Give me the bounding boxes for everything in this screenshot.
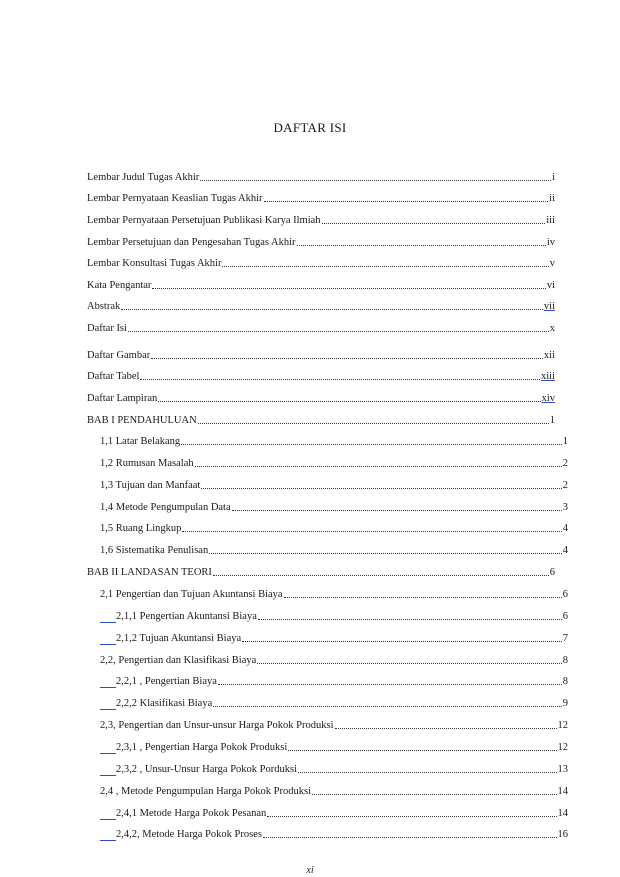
toc-entry-text: Lembar Konsultasi Tugas Akhir xyxy=(87,258,222,269)
toc-entry-label xyxy=(100,655,256,667)
toc-entry-page: i xyxy=(552,172,555,183)
toc-entry-label xyxy=(100,720,334,732)
toc-entry[interactable] xyxy=(87,321,555,335)
toc-entry[interactable] xyxy=(87,587,568,601)
toc-entry-page: 8 xyxy=(562,655,568,666)
dot-leader xyxy=(201,488,561,489)
toc-entry-text: 2,4 , Metode Pengumpulan Harga Pokok Produksi xyxy=(100,786,311,797)
toc-entry-page: 2 xyxy=(562,480,568,491)
toc-entry-label xyxy=(100,786,311,798)
dot-leader xyxy=(263,837,557,838)
toc-entry-label xyxy=(100,436,180,448)
dot-leader xyxy=(258,619,562,620)
toc-entry-text: 2,2,1 , Pengertian Biaya xyxy=(116,676,217,687)
toc-entry[interactable] xyxy=(87,235,555,249)
dot-leader xyxy=(267,816,556,817)
toc-entry-page: 2 xyxy=(562,458,568,469)
indent-marker xyxy=(100,612,116,623)
dot-leader xyxy=(242,641,562,642)
toc-entry[interactable] xyxy=(87,609,568,623)
dot-leader xyxy=(222,266,548,267)
toc-entry[interactable] xyxy=(87,565,555,579)
toc-entry[interactable] xyxy=(87,170,555,184)
toc-entry-text: BAB I PENDAHULUAN xyxy=(87,415,197,426)
dot-leader xyxy=(209,553,562,554)
toc-entry[interactable] xyxy=(87,391,555,405)
dot-leader xyxy=(312,794,557,795)
toc-entry[interactable] xyxy=(87,500,568,514)
toc-entry-label xyxy=(87,567,212,579)
dot-leader xyxy=(232,510,562,511)
toc-entry-label xyxy=(100,589,283,601)
toc-entry-text: 2,3,1 , Pengertian Harga Pokok Produksi xyxy=(116,742,288,753)
toc-entry-text: Lembar Judul Tugas Akhir xyxy=(87,172,200,183)
toc-entry-text: 2,3,2 , Unsur-Unsur Harga Pokok Porduksi xyxy=(116,764,298,775)
toc-entry[interactable] xyxy=(87,631,568,645)
toc-entry[interactable] xyxy=(87,784,568,798)
toc-entry-text: Abstrak xyxy=(87,301,121,312)
dot-leader xyxy=(140,379,540,380)
toc-entry[interactable] xyxy=(87,256,555,270)
indent-marker xyxy=(100,699,116,710)
dot-leader xyxy=(200,180,551,181)
toc-entry-label xyxy=(100,764,297,776)
page-number: xi xyxy=(306,865,314,876)
toc-entry-text: 1,4 Metode Pengumpulan Data xyxy=(100,502,231,513)
dot-leader xyxy=(213,575,549,576)
toc-entry-text: 1,5 Ruang Lingkup xyxy=(100,523,182,534)
toc-entry-label xyxy=(100,829,262,841)
toc-entry-page: iii xyxy=(546,215,555,226)
dot-leader xyxy=(195,466,562,467)
toc-entry-text: Lembar Persetujuan dan Pengesahan Tugas Akhir xyxy=(87,237,296,248)
toc-entry[interactable] xyxy=(87,674,568,688)
dot-leader xyxy=(322,223,546,224)
indent-marker xyxy=(100,765,116,776)
toc-entry-page: vi xyxy=(546,280,555,291)
toc-entry[interactable] xyxy=(87,413,555,427)
toc-entry-page: 6 xyxy=(562,589,568,600)
indent-marker xyxy=(100,743,116,754)
toc-entry[interactable] xyxy=(87,213,555,227)
toc-entry-page: 1 xyxy=(549,415,555,426)
toc-entry-page: 9 xyxy=(562,698,568,709)
toc-entry-page: xii xyxy=(543,350,555,361)
indent-marker xyxy=(100,809,116,820)
dot-leader xyxy=(218,684,562,685)
dot-leader xyxy=(182,531,561,532)
toc-entry-label xyxy=(87,371,139,383)
toc-entry-label xyxy=(87,301,120,313)
toc-entry-text: 2,4,1 Metode Harga Pokok Pesanan xyxy=(116,808,267,819)
dot-leader xyxy=(297,245,546,246)
toc-entry-page: 4 xyxy=(562,523,568,534)
toc-entry-text: 1,2 Rumusan Masalah xyxy=(100,458,194,469)
dot-leader xyxy=(257,663,561,664)
toc-entry-text: Kata Pengantar xyxy=(87,280,152,291)
toc-entry-text: Daftar Lampiran xyxy=(87,393,158,404)
toc-entry-text: BAB II LANDASAN TEORI xyxy=(87,567,212,578)
toc-entry-text: 1,6 Sistematika Penulisan xyxy=(100,545,209,556)
toc-entry-text: 2,1 Pengertian dan Tujuan Akuntansi Biaya xyxy=(100,589,283,600)
toc-entry-text: 2,2, Pengertian dan Klasifikasi Biaya xyxy=(100,655,257,666)
toc-entry-text: Lembar Pernyataan Keaslian Tugas Akhir xyxy=(87,193,263,204)
dot-leader xyxy=(152,288,545,289)
toc-entry-text: 1,1 Latar Belakang xyxy=(100,436,181,447)
toc-entry-label xyxy=(87,193,263,205)
toc-entry-label xyxy=(100,480,200,492)
toc-entry-label xyxy=(100,808,266,820)
toc-entry[interactable] xyxy=(87,653,568,667)
toc-entry[interactable] xyxy=(87,369,555,383)
toc-entry-text: Lembar Pernyataan Persetujuan Publikasi Karya Ilmiah xyxy=(87,215,321,226)
toc-entry[interactable] xyxy=(87,543,568,557)
toc-entry-label xyxy=(100,458,194,470)
toc-entry-text: 2,1,1 Pengertian Akuntansi Biaya xyxy=(116,611,257,622)
toc-entry-page: 16 xyxy=(557,829,568,840)
toc-entry-page: iv xyxy=(546,237,555,248)
toc-entry-page: 12 xyxy=(557,742,568,753)
toc-entry-page: x xyxy=(549,323,555,334)
toc-entry-label xyxy=(87,393,157,405)
toc-entry-text: 2,1,2 Tujuan Akuntansi Biaya xyxy=(116,633,242,644)
toc-entry-label xyxy=(87,258,221,270)
toc-entry-label xyxy=(87,237,296,249)
toc-entry-page: 13 xyxy=(557,764,568,775)
toc-entry[interactable] xyxy=(87,806,568,820)
toc-entry-label xyxy=(100,676,217,688)
toc-entry[interactable] xyxy=(87,478,568,492)
dot-leader xyxy=(128,331,549,332)
toc-entry[interactable] xyxy=(87,696,568,710)
dot-leader xyxy=(151,358,543,359)
toc-entry-page: 6 xyxy=(562,611,568,622)
toc-entry[interactable] xyxy=(87,348,555,362)
dot-leader xyxy=(298,772,556,773)
toc-entry[interactable] xyxy=(87,456,568,470)
dot-leader xyxy=(335,728,557,729)
dot-leader xyxy=(121,309,543,310)
indent-marker xyxy=(100,830,116,841)
toc-entry-page: 7 xyxy=(562,633,568,644)
toc-entry[interactable] xyxy=(87,827,568,841)
toc-entry[interactable] xyxy=(87,762,568,776)
toc-entry[interactable] xyxy=(87,718,568,732)
toc-entry-label xyxy=(100,545,208,557)
toc-entry-page: xiv xyxy=(541,393,555,404)
toc-entry-label xyxy=(100,502,231,514)
dot-leader xyxy=(284,597,562,598)
toc-entry-label xyxy=(87,415,197,427)
dot-leader xyxy=(181,444,562,445)
toc-entry-label xyxy=(100,742,287,754)
toc-entry-label xyxy=(100,633,241,645)
toc-entry[interactable] xyxy=(87,191,555,205)
toc-entry-page: 6 xyxy=(549,567,555,578)
toc-entry-label xyxy=(100,523,181,535)
dot-leader xyxy=(213,706,562,707)
dot-leader xyxy=(264,201,549,202)
toc-entry-page: 4 xyxy=(562,545,568,556)
dot-leader xyxy=(288,750,556,751)
indent-marker xyxy=(100,634,116,645)
toc-entry-page: 14 xyxy=(557,786,568,797)
toc-entry-label xyxy=(87,323,127,335)
toc-entry-label xyxy=(87,350,150,362)
page-title: DAFTAR ISI xyxy=(273,120,347,135)
toc-entry-text: 2,4,2, Metode Harga Pokok Proses xyxy=(116,829,262,840)
toc-entry-label xyxy=(87,172,199,184)
toc-entry[interactable] xyxy=(87,434,568,448)
toc-entry-page: 1 xyxy=(562,436,568,447)
toc-entry[interactable] xyxy=(87,740,568,754)
dot-leader xyxy=(158,401,540,402)
dot-leader xyxy=(198,423,549,424)
toc-entry-page: v xyxy=(549,258,555,269)
toc-entry-label xyxy=(87,215,321,227)
toc-entry-text: 2,3, Pengertian dan Unsur-unsur Harga Pokok Produksi xyxy=(100,720,334,731)
toc-entry-text: Daftar Tabel xyxy=(87,371,140,382)
toc-entry-page: 12 xyxy=(557,720,568,731)
toc-entry-text: Daftar Gambar xyxy=(87,350,151,361)
toc-entry-page: 14 xyxy=(557,808,568,819)
indent-marker xyxy=(100,677,116,688)
toc-entry[interactable] xyxy=(87,278,555,292)
toc-entry-label xyxy=(100,611,257,623)
toc-entry-page: 8 xyxy=(562,676,568,687)
toc-entry-text: 1,3 Tujuan dan Manfaat xyxy=(100,480,201,491)
toc-entry-label xyxy=(100,698,212,710)
toc-entry-label xyxy=(87,280,151,292)
toc-entry-text: 2,2,2 Klasifikasi Biaya xyxy=(116,698,213,709)
toc-entry[interactable] xyxy=(87,521,568,535)
toc-entry-page: ii xyxy=(549,193,555,204)
toc-entry[interactable] xyxy=(87,299,555,313)
toc-entry-page: 3 xyxy=(562,502,568,513)
toc-entry-page: vii xyxy=(543,301,555,312)
toc-entry-text: Daftar Isi xyxy=(87,323,127,334)
toc-entry-page: xiii xyxy=(540,371,555,382)
